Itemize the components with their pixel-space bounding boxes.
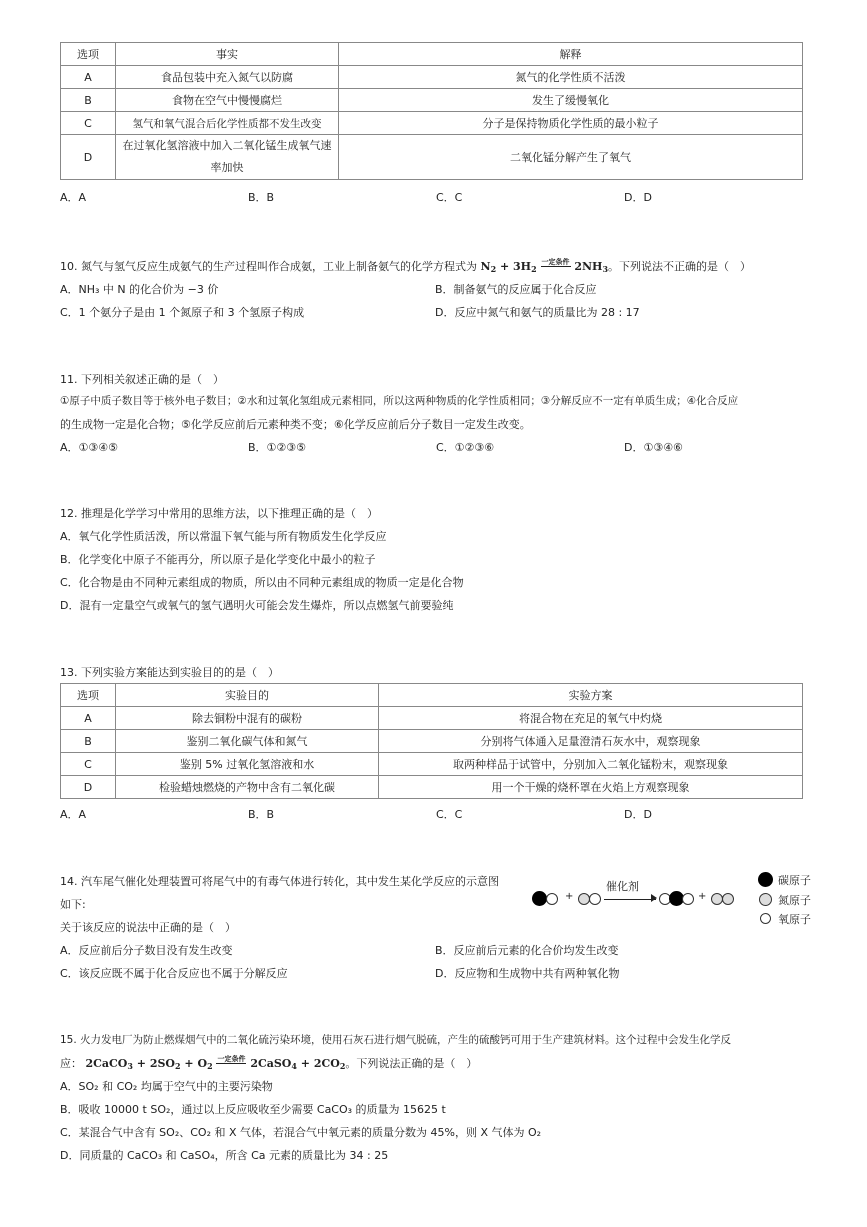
q11-stem: 11. 下列相关叙述正确的是（ ） [60,373,224,386]
table-cell: C [61,112,116,135]
q14-stem-3: 关于该反应的说法中正确的是（ ） [60,921,236,934]
table-cell: 取两种样品于试管中，分别加入二氧化锰粉末，观察现象 [379,753,803,776]
nitrogen-atom-icon [759,893,772,906]
table-cell: B [61,89,116,112]
table-cell: 除去铜粉中混有的碳粉 [116,707,379,730]
table-cell: 氢气和氧气混合后化学性质都不发生改变 [116,112,339,135]
condition-label: 一定条件 [217,1054,246,1063]
table-row [61,66,803,89]
q12-option-b[interactable]: B．化学变化中原子不能再分，所以原子是化学变化中最小的粒子 [60,553,376,566]
plus-sign: + [698,891,707,902]
q10-equation: $N_2 + 3H_2$ 一定条件 $2NH_3$ [480,257,609,274]
table-cell: 分子是保持物质化学性质的最小粒子 [339,112,803,135]
q12-stem: 12. 推理是化学学习中常用的思维方法，以下推理正确的是（ ） [60,507,378,520]
arrow-head-icon [651,894,657,902]
choice[interactable]: D．D [624,191,652,204]
q14-stem-1: 14. 汽车尾气催化处理装置可将尾气中的有毒气体进行转化，其中发生某化学反应的示意图 [60,875,499,888]
table-row [61,730,803,753]
table-row [61,753,803,776]
q10-stem: 10. 氮气与氢气反应生成氨气的生产过程叫作合成氨，工业上制备氨气的化学方程式为 $N_2 + 3H_2$ 一定条件 $2NH_3$。下列说法不正确的是（ ） [60,257,752,274]
table-header-cell: 选项 [61,684,116,707]
table-cell: 鉴别 5% 过氧化氢溶液和水 [116,753,379,776]
q14-option-a[interactable]: A．反应前后分子数目没有发生改变 [60,944,233,957]
choice[interactable]: C．C [436,808,463,821]
table-row [61,135,803,180]
table-header-cell: 解释 [339,43,803,66]
oxygen-atom-icon [760,913,771,924]
q12-option-a[interactable]: A．氧气化学性质活泼，所以常温下氧气能与所有物质发生化学反应 [60,530,387,543]
oxygen-atom-icon [682,893,694,905]
choice[interactable]: A．A [60,191,87,204]
table-cell: 二氧化锰分解产生了氧气 [339,135,803,180]
plus-sign: + [565,891,574,902]
q10-option-c[interactable]: C．1 个氨分子是由 1 个氮原子和 3 个氢原子构成 [60,306,305,319]
q14-stem-2: 如下: [60,898,86,911]
table-header-cell: 实验目的 [116,684,379,707]
q15-option-d[interactable]: D．同质量的 CaCO₃ 和 CaSO₄，所含 Ca 元素的质量比为 34 : 25 [60,1149,389,1162]
choice[interactable]: C．C [436,191,463,204]
experiment-table [60,683,803,799]
table-cell: 将混合物在充足的氧气中灼烧 [379,707,803,730]
q13-choices [60,806,820,822]
choice[interactable]: D．①③④⑥ [624,441,683,454]
table-header-cell: 事实 [116,43,339,66]
carbon-atom-icon [758,872,773,887]
choice[interactable]: A．A [60,808,87,821]
q15-stem-1: 15. 火力发电厂为防止燃煤烟气中的二氧化硫污染环境，使用石灰石进行烟气脱硫，产生的硫酸钙可用于生产建筑材料。这个过程中会发生化学反 [60,1034,732,1046]
table-cell: 在过氧化氢溶液中加入二氧化锰生成氧气速率加快 [116,135,339,180]
table-header-cell: 实验方案 [379,684,803,707]
table-cell: A [61,707,116,730]
table-header-cell: 选项 [61,43,116,66]
q10-option-d[interactable]: D．反应中氮气和氨气的质量比为 28 : 17 [435,306,640,319]
table-cell: 食物在空气中慢慢腐烂 [116,89,339,112]
q10-option-a[interactable]: A．NH₃ 中 N 的化合价为 −3 价 [60,283,219,296]
q15-option-c[interactable]: C．某混合气中含有 SO₂、CO₂ 和 X 气体，若混合气中氧元素的质量分数为 45%，则 X 气体为 O₂ [60,1126,542,1139]
choice[interactable]: B．①②③⑤ [248,441,306,454]
choice[interactable]: D．D [624,808,652,821]
legend-label: 氧原子 [778,913,811,926]
q14-option-c[interactable]: C．该反应既不属于化合反应也不属于分解反应 [60,967,288,980]
table-cell: 检验蜡烛燃烧的产物中含有二氧化碳 [116,776,379,799]
q11-text-1: ①原子中质子数目等于核外电子数目；②水和过氧化氢组成元素相同，所以这两种物质的化学性质相同；③分解反应不一定有单质生成；④化合反应 [60,395,739,407]
table-cell: C [61,753,116,776]
table-cell: A [61,66,116,89]
q9-choices [60,189,820,205]
oxygen-atom-icon [546,893,558,905]
choice[interactable]: C．①②③⑥ [436,441,495,454]
q14-option-d[interactable]: D．反应物和生成物中共有两种氧化物 [435,967,620,980]
choice[interactable]: A．①③④⑤ [60,441,118,454]
q14-option-b[interactable]: B．反应前后元素的化合价均发生改变 [435,944,619,957]
reaction-diagram [532,880,742,914]
table-cell: 食品包装中充入氮气以防腐 [116,66,339,89]
choice[interactable]: B．B [248,808,275,821]
q11-choices [60,439,820,455]
table-row [61,707,803,730]
q11-text-2: 的生成物一定是化合物；⑤化学反应前后元素种类不变；⑥化学反应前后分子数目一定发生改变。 [60,418,531,431]
table-cell: B [61,730,116,753]
q15-option-b[interactable]: B．吸收 10000 t SO₂，通过以上反应吸收至少需要 CaCO₃ 的质量为 15625 t [60,1103,446,1116]
q12-option-d[interactable]: D．混有一定量空气或氧气的氢气遇明火可能会发生爆炸，所以点燃氢气前要验纯 [60,599,454,612]
table-cell: 发生了缓慢氧化 [339,89,803,112]
q15-equation: 2CaCO$_3$ + $2SO_2 + O_2$ 一定条件 2CaSO$_4$ + $2CO_2$ [85,1054,346,1071]
table-row [61,89,803,112]
legend-label: 氮原子 [778,894,811,907]
table-cell: 用一个干燥的烧杯罩在火焰上方观察现象 [379,776,803,799]
table-header-row [61,684,803,707]
table-row [61,112,803,135]
legend-label: 碳原子 [778,874,811,887]
facts-table [60,42,803,180]
table-cell: D [61,776,116,799]
catalyst-label: 催化剂 [606,880,639,893]
choice[interactable]: B．B [248,191,275,204]
oxygen-atom-icon [589,893,601,905]
table-cell: 分别将气体通入足量澄清石灰水中，观察现象 [379,730,803,753]
nitrogen-atom-icon [722,893,734,905]
condition-label: 一定条件 [541,257,570,266]
reaction-arrow [604,899,656,900]
table-cell: 鉴别二氧化碳气体和氮气 [116,730,379,753]
atom-legend [758,870,838,930]
q12-option-c[interactable]: C．化合物是由不同种元素组成的物质，所以由不同种元素组成的物质一定是化合物 [60,576,464,589]
table-cell: 氮气的化学性质不活泼 [339,66,803,89]
table-header-row [61,43,803,66]
q13-stem: 13. 下列实验方案能达到实验目的的是（ ） [60,666,279,679]
table-cell: D [61,135,116,180]
q10-option-b[interactable]: B．制备氨气的反应属于化合反应 [435,283,597,296]
q15-option-a[interactable]: A．SO₂ 和 CO₂ 均属于空气中的主要污染物 [60,1080,273,1093]
table-row [61,776,803,799]
carbon-atom-icon [532,891,547,906]
q15-stem-2: 应： 2CaCO$_3$ + $2SO_2 + O_2$ 一定条件 2CaSO$_4$ + $2CO_2$。下列说法正确的是（ ） [60,1054,478,1071]
